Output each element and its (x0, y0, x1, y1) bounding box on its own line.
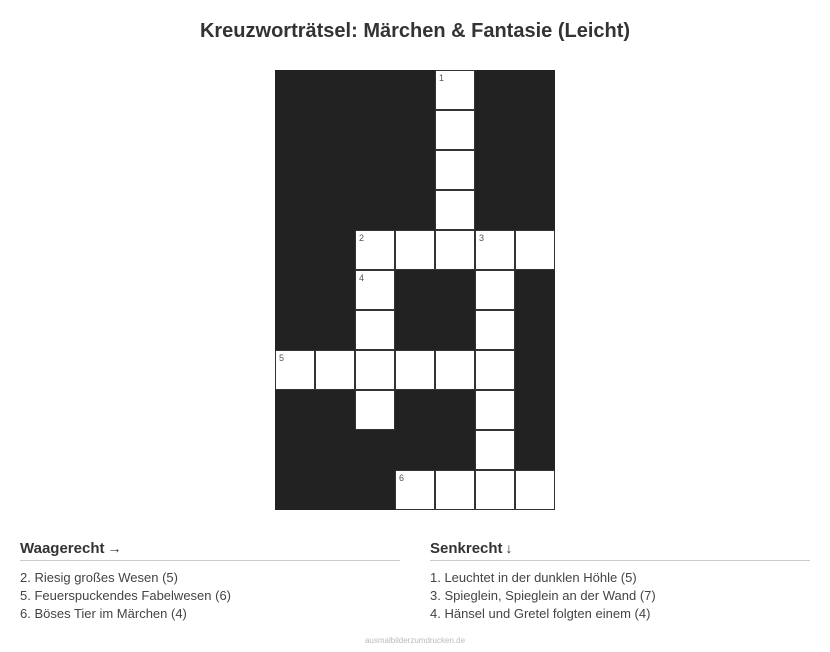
across-clues (20, 540, 400, 623)
grid-cell[interactable] (435, 470, 475, 510)
grid-cell[interactable] (475, 270, 515, 310)
grid-cell[interactable] (315, 350, 355, 390)
grid-cell[interactable] (355, 390, 395, 430)
across-clue: 5. Feuerspuckendes Fabelwesen (6) (20, 588, 232, 603)
grid-cell[interactable] (435, 190, 475, 230)
grid-cell[interactable] (435, 350, 475, 390)
grid-cell[interactable] (515, 230, 555, 270)
across-clue: 2. Riesig großes Wesen (5) (20, 570, 178, 585)
grid-cell[interactable] (275, 350, 315, 390)
grid-cell[interactable] (475, 470, 515, 510)
grid-cell[interactable] (395, 470, 435, 510)
grid-cell[interactable] (435, 70, 475, 110)
down-clue: 3. Spieglein, Spieglein an der Wand (7) (430, 588, 656, 603)
grid-cell[interactable] (475, 230, 515, 270)
down-arrow-icon: ↓ (505, 540, 513, 556)
crossword-grid (275, 70, 555, 510)
clue-number: 5 (279, 353, 285, 363)
grid-cell[interactable] (515, 470, 555, 510)
page-title: Kreuzworträtsel: Märchen & Fantasie (Leicht) (199, 20, 631, 42)
clue-number: 2 (359, 233, 365, 243)
grid-cell[interactable] (355, 310, 395, 350)
grid-cell[interactable] (435, 110, 475, 150)
across-heading (20, 540, 400, 561)
clue-number: 6 (399, 473, 405, 483)
down-clue: 1. Leuchtet in der dunklen Höhle (5) (430, 570, 637, 585)
grid-cell[interactable] (475, 310, 515, 350)
down-clue: 4. Hänsel und Gretel folgten einem (4) (430, 606, 651, 621)
grid-cell[interactable] (355, 230, 395, 270)
grid-cell[interactable] (395, 230, 435, 270)
clue-number: 4 (359, 273, 365, 283)
footer-credit: ausmalbilderzumdrucken.de (364, 636, 466, 645)
grid-cell[interactable] (395, 350, 435, 390)
grid-cell[interactable] (435, 150, 475, 190)
grid-cell[interactable] (435, 230, 475, 270)
right-arrow-icon: → (107, 540, 122, 556)
across-clue: 6. Böses Tier im Märchen (4) (20, 606, 187, 621)
grid-cell[interactable] (475, 390, 515, 430)
down-clues (430, 540, 810, 623)
grid-cell[interactable] (475, 430, 515, 470)
clue-number: 3 (479, 233, 485, 243)
grid-cell[interactable] (355, 350, 395, 390)
down-heading (430, 540, 810, 561)
grid-cell[interactable] (475, 350, 515, 390)
clue-number: 1 (439, 73, 445, 83)
grid-cell[interactable] (355, 270, 395, 310)
down-heading-label: Senkrecht (430, 540, 503, 557)
across-heading-label: Waagerecht (20, 540, 105, 557)
